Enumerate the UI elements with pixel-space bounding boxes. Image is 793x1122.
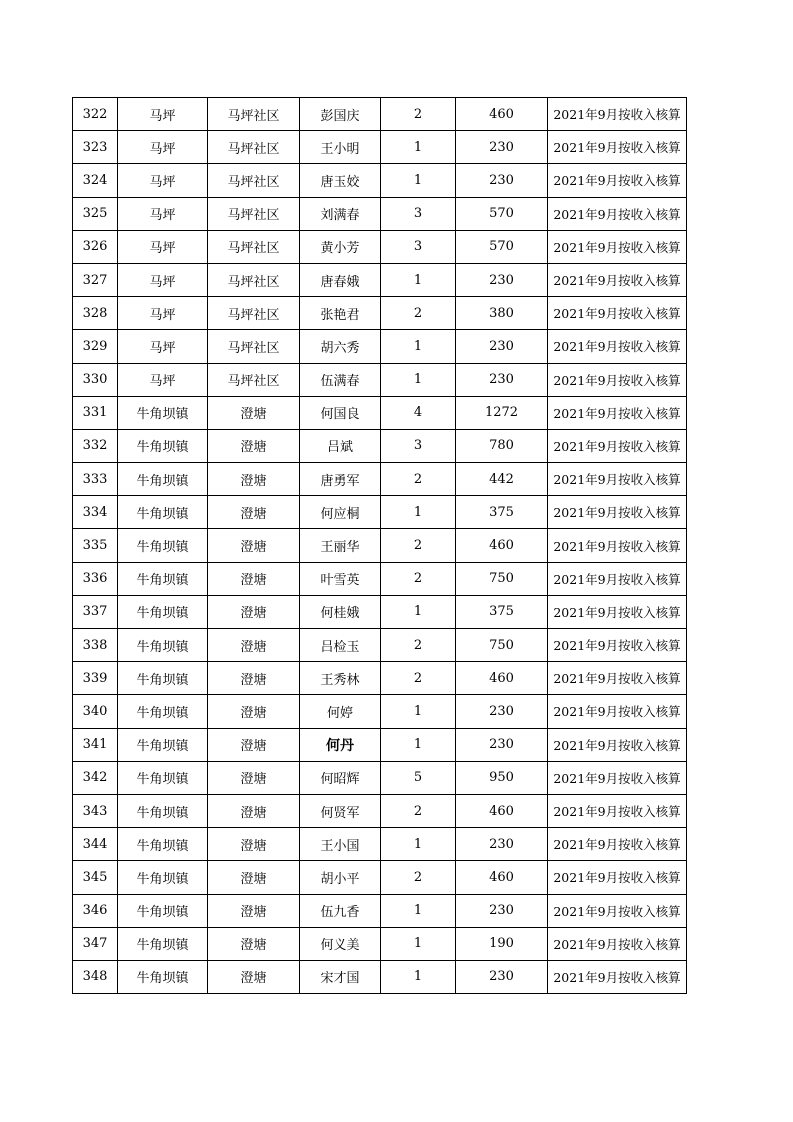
cell-persons: 2 xyxy=(381,794,456,827)
cell-village: 澄塘 xyxy=(208,828,300,861)
cell-village: 马坪社区 xyxy=(208,131,300,164)
cell-name: 王秀林 xyxy=(300,662,381,695)
cell-number: 334 xyxy=(73,496,118,529)
cell-persons: 2 xyxy=(381,662,456,695)
cell-name: 刘满春 xyxy=(300,197,381,230)
cell-amount: 460 xyxy=(456,861,548,894)
cell-note: 2021年9月按收入核算 xyxy=(548,496,687,529)
table-row xyxy=(73,164,687,197)
cell-amount: 230 xyxy=(456,330,548,363)
cell-note: 2021年9月按收入核算 xyxy=(548,363,687,396)
cell-number: 341 xyxy=(73,728,118,761)
cell-number: 326 xyxy=(73,230,118,263)
table-body xyxy=(73,98,687,994)
cell-note: 2021年9月按收入核算 xyxy=(548,263,687,296)
cell-number: 344 xyxy=(73,828,118,861)
cell-persons: 1 xyxy=(381,164,456,197)
cell-note: 2021年9月按收入核算 xyxy=(548,927,687,960)
cell-name: 何昭辉 xyxy=(300,761,381,794)
cell-number: 335 xyxy=(73,529,118,562)
table-row xyxy=(73,861,687,894)
cell-amount: 950 xyxy=(456,761,548,794)
cell-persons: 3 xyxy=(381,230,456,263)
table-row xyxy=(73,98,687,131)
cell-note: 2021年9月按收入核算 xyxy=(548,794,687,827)
cell-persons: 1 xyxy=(381,263,456,296)
cell-persons: 1 xyxy=(381,894,456,927)
cell-name: 唐勇军 xyxy=(300,463,381,496)
cell-amount: 375 xyxy=(456,595,548,628)
cell-number: 329 xyxy=(73,330,118,363)
table-row xyxy=(73,429,687,462)
cell-town: 牛角坝镇 xyxy=(118,927,208,960)
cell-name: 唐玉姣 xyxy=(300,164,381,197)
cell-persons: 5 xyxy=(381,761,456,794)
cell-town: 牛角坝镇 xyxy=(118,595,208,628)
cell-name: 伍满春 xyxy=(300,363,381,396)
cell-number: 324 xyxy=(73,164,118,197)
table-row xyxy=(73,529,687,562)
table-row xyxy=(73,960,687,993)
cell-village: 马坪社区 xyxy=(208,164,300,197)
cell-village: 澄塘 xyxy=(208,463,300,496)
data-table xyxy=(72,97,687,994)
table-row xyxy=(73,463,687,496)
cell-persons: 2 xyxy=(381,861,456,894)
cell-amount: 460 xyxy=(456,98,548,131)
cell-name: 何丹 xyxy=(300,728,381,761)
table-row xyxy=(73,562,687,595)
cell-persons: 3 xyxy=(381,429,456,462)
cell-note: 2021年9月按收入核算 xyxy=(548,164,687,197)
cell-number: 345 xyxy=(73,861,118,894)
cell-note: 2021年9月按收入核算 xyxy=(548,662,687,695)
table-row xyxy=(73,396,687,429)
cell-note: 2021年9月按收入核算 xyxy=(548,761,687,794)
cell-village: 澄塘 xyxy=(208,761,300,794)
table-row xyxy=(73,728,687,761)
cell-number: 343 xyxy=(73,794,118,827)
cell-town: 马坪 xyxy=(118,230,208,263)
cell-amount: 230 xyxy=(456,960,548,993)
cell-name: 何婷 xyxy=(300,695,381,728)
cell-town: 牛角坝镇 xyxy=(118,861,208,894)
cell-name: 何国良 xyxy=(300,396,381,429)
cell-village: 马坪社区 xyxy=(208,263,300,296)
table-row xyxy=(73,595,687,628)
cell-amount: 230 xyxy=(456,728,548,761)
cell-note: 2021年9月按收入核算 xyxy=(548,429,687,462)
cell-town: 马坪 xyxy=(118,297,208,330)
cell-village: 澄塘 xyxy=(208,861,300,894)
cell-amount: 230 xyxy=(456,828,548,861)
cell-village: 马坪社区 xyxy=(208,330,300,363)
cell-number: 323 xyxy=(73,131,118,164)
cell-persons: 2 xyxy=(381,529,456,562)
cell-number: 333 xyxy=(73,463,118,496)
cell-amount: 570 xyxy=(456,197,548,230)
cell-name: 何应桐 xyxy=(300,496,381,529)
cell-town: 牛角坝镇 xyxy=(118,429,208,462)
cell-name: 宋才国 xyxy=(300,960,381,993)
cell-number: 347 xyxy=(73,927,118,960)
cell-town: 牛角坝镇 xyxy=(118,496,208,529)
table-row xyxy=(73,927,687,960)
cell-village: 澄塘 xyxy=(208,629,300,662)
cell-note: 2021年9月按收入核算 xyxy=(548,960,687,993)
cell-note: 2021年9月按收入核算 xyxy=(548,396,687,429)
cell-amount: 1272 xyxy=(456,396,548,429)
cell-village: 马坪社区 xyxy=(208,98,300,131)
cell-amount: 460 xyxy=(456,794,548,827)
cell-persons: 2 xyxy=(381,297,456,330)
cell-note: 2021年9月按收入核算 xyxy=(548,98,687,131)
table-row xyxy=(73,629,687,662)
cell-amount: 460 xyxy=(456,529,548,562)
cell-note: 2021年9月按收入核算 xyxy=(548,131,687,164)
cell-name: 吕检玉 xyxy=(300,629,381,662)
cell-name: 王丽华 xyxy=(300,529,381,562)
cell-number: 337 xyxy=(73,595,118,628)
cell-note: 2021年9月按收入核算 xyxy=(548,463,687,496)
cell-town: 马坪 xyxy=(118,164,208,197)
cell-town: 马坪 xyxy=(118,98,208,131)
cell-note: 2021年9月按收入核算 xyxy=(548,629,687,662)
cell-persons: 1 xyxy=(381,496,456,529)
cell-name: 叶雪英 xyxy=(300,562,381,595)
cell-persons: 1 xyxy=(381,131,456,164)
cell-number: 338 xyxy=(73,629,118,662)
cell-amount: 190 xyxy=(456,927,548,960)
cell-village: 马坪社区 xyxy=(208,297,300,330)
cell-amount: 460 xyxy=(456,662,548,695)
cell-number: 327 xyxy=(73,263,118,296)
table-row xyxy=(73,695,687,728)
cell-note: 2021年9月按收入核算 xyxy=(548,197,687,230)
table-row xyxy=(73,197,687,230)
cell-note: 2021年9月按收入核算 xyxy=(548,595,687,628)
cell-number: 322 xyxy=(73,98,118,131)
cell-village: 澄塘 xyxy=(208,728,300,761)
cell-note: 2021年9月按收入核算 xyxy=(548,297,687,330)
cell-village: 澄塘 xyxy=(208,927,300,960)
table-row xyxy=(73,761,687,794)
cell-note: 2021年9月按收入核算 xyxy=(548,330,687,363)
cell-village: 澄塘 xyxy=(208,794,300,827)
cell-town: 牛角坝镇 xyxy=(118,562,208,595)
cell-note: 2021年9月按收入核算 xyxy=(548,562,687,595)
cell-persons: 1 xyxy=(381,695,456,728)
cell-number: 331 xyxy=(73,396,118,429)
cell-name: 何桂娥 xyxy=(300,595,381,628)
cell-village: 澄塘 xyxy=(208,396,300,429)
cell-amount: 375 xyxy=(456,496,548,529)
cell-town: 牛角坝镇 xyxy=(118,662,208,695)
cell-amount: 230 xyxy=(456,131,548,164)
cell-village: 澄塘 xyxy=(208,562,300,595)
cell-village: 马坪社区 xyxy=(208,197,300,230)
cell-town: 马坪 xyxy=(118,131,208,164)
table-row xyxy=(73,894,687,927)
cell-persons: 2 xyxy=(381,629,456,662)
cell-village: 澄塘 xyxy=(208,662,300,695)
cell-village: 澄塘 xyxy=(208,960,300,993)
cell-number: 339 xyxy=(73,662,118,695)
cell-amount: 380 xyxy=(456,297,548,330)
cell-name: 胡六秀 xyxy=(300,330,381,363)
cell-note: 2021年9月按收入核算 xyxy=(548,695,687,728)
cell-amount: 230 xyxy=(456,164,548,197)
cell-name: 吕斌 xyxy=(300,429,381,462)
cell-name: 黄小芳 xyxy=(300,230,381,263)
cell-note: 2021年9月按收入核算 xyxy=(548,728,687,761)
cell-name: 张艳君 xyxy=(300,297,381,330)
cell-persons: 3 xyxy=(381,197,456,230)
cell-town: 牛角坝镇 xyxy=(118,629,208,662)
cell-village: 澄塘 xyxy=(208,496,300,529)
cell-name: 何义美 xyxy=(300,927,381,960)
cell-town: 牛角坝镇 xyxy=(118,695,208,728)
cell-amount: 750 xyxy=(456,629,548,662)
table-row xyxy=(73,230,687,263)
cell-persons: 1 xyxy=(381,330,456,363)
cell-persons: 2 xyxy=(381,562,456,595)
cell-amount: 750 xyxy=(456,562,548,595)
cell-number: 346 xyxy=(73,894,118,927)
cell-amount: 230 xyxy=(456,263,548,296)
cell-village: 马坪社区 xyxy=(208,230,300,263)
cell-persons: 1 xyxy=(381,363,456,396)
cell-number: 342 xyxy=(73,761,118,794)
cell-amount: 230 xyxy=(456,363,548,396)
cell-name: 王小明 xyxy=(300,131,381,164)
cell-town: 马坪 xyxy=(118,263,208,296)
table-row xyxy=(73,297,687,330)
cell-persons: 2 xyxy=(381,463,456,496)
cell-persons: 1 xyxy=(381,728,456,761)
table-row xyxy=(73,496,687,529)
cell-note: 2021年9月按收入核算 xyxy=(548,529,687,562)
table-row xyxy=(73,662,687,695)
table-row xyxy=(73,131,687,164)
cell-name: 胡小平 xyxy=(300,861,381,894)
cell-number: 340 xyxy=(73,695,118,728)
table-row xyxy=(73,263,687,296)
cell-persons: 1 xyxy=(381,927,456,960)
cell-persons: 1 xyxy=(381,960,456,993)
table-row xyxy=(73,363,687,396)
cell-village: 澄塘 xyxy=(208,695,300,728)
cell-town: 牛角坝镇 xyxy=(118,396,208,429)
cell-number: 348 xyxy=(73,960,118,993)
cell-town: 马坪 xyxy=(118,363,208,396)
cell-number: 336 xyxy=(73,562,118,595)
cell-name: 彭国庆 xyxy=(300,98,381,131)
cell-persons: 2 xyxy=(381,98,456,131)
cell-persons: 1 xyxy=(381,595,456,628)
cell-village: 澄塘 xyxy=(208,595,300,628)
cell-persons: 1 xyxy=(381,828,456,861)
cell-town: 马坪 xyxy=(118,197,208,230)
cell-note: 2021年9月按收入核算 xyxy=(548,828,687,861)
cell-village: 澄塘 xyxy=(208,529,300,562)
cell-town: 牛角坝镇 xyxy=(118,761,208,794)
cell-town: 牛角坝镇 xyxy=(118,828,208,861)
cell-name: 何贤军 xyxy=(300,794,381,827)
cell-name: 王小国 xyxy=(300,828,381,861)
cell-town: 牛角坝镇 xyxy=(118,960,208,993)
cell-number: 330 xyxy=(73,363,118,396)
cell-village: 马坪社区 xyxy=(208,363,300,396)
cell-name: 伍九香 xyxy=(300,894,381,927)
cell-amount: 780 xyxy=(456,429,548,462)
cell-town: 牛角坝镇 xyxy=(118,463,208,496)
table-row xyxy=(73,828,687,861)
cell-town: 牛角坝镇 xyxy=(118,728,208,761)
cell-note: 2021年9月按收入核算 xyxy=(548,230,687,263)
cell-note: 2021年9月按收入核算 xyxy=(548,894,687,927)
cell-amount: 230 xyxy=(456,894,548,927)
cell-town: 马坪 xyxy=(118,330,208,363)
cell-town: 牛角坝镇 xyxy=(118,529,208,562)
cell-amount: 570 xyxy=(456,230,548,263)
cell-amount: 230 xyxy=(456,695,548,728)
cell-number: 325 xyxy=(73,197,118,230)
cell-village: 澄塘 xyxy=(208,894,300,927)
cell-town: 牛角坝镇 xyxy=(118,794,208,827)
cell-amount: 442 xyxy=(456,463,548,496)
cell-number: 332 xyxy=(73,429,118,462)
cell-name: 唐春娥 xyxy=(300,263,381,296)
cell-town: 牛角坝镇 xyxy=(118,894,208,927)
cell-persons: 4 xyxy=(381,396,456,429)
cell-number: 328 xyxy=(73,297,118,330)
table-row xyxy=(73,330,687,363)
cell-village: 澄塘 xyxy=(208,429,300,462)
cell-note: 2021年9月按收入核算 xyxy=(548,861,687,894)
table-row xyxy=(73,794,687,827)
